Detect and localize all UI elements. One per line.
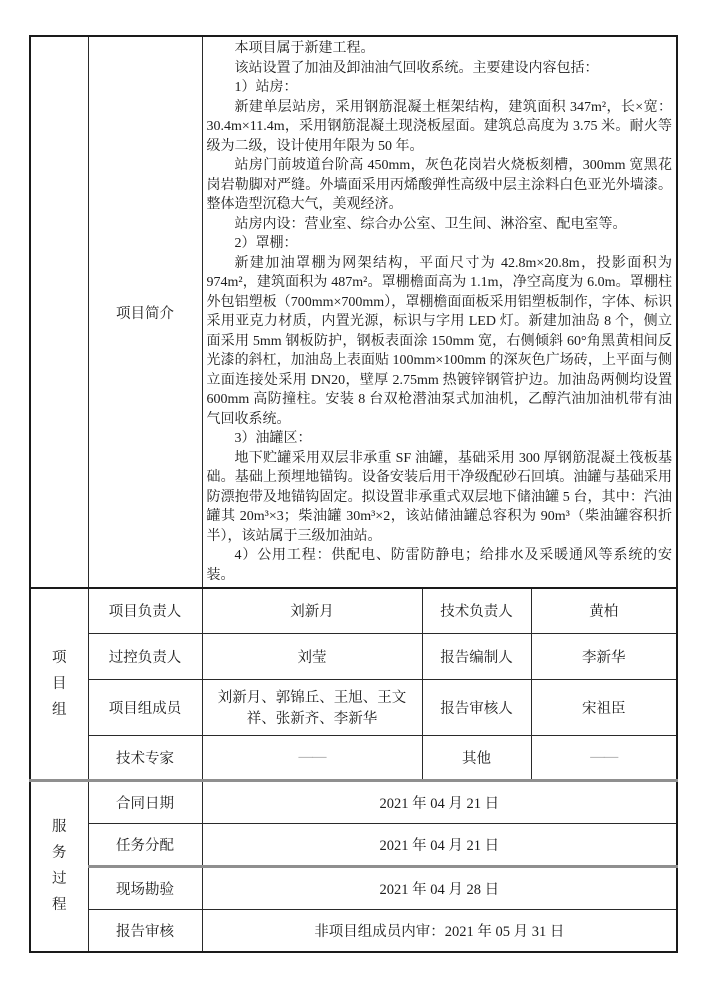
brief-paragraph: 2）罩棚： [234, 236, 298, 251]
project-team-vertical-label: 项目组 [52, 649, 67, 718]
row-label-team-members: 项目组成员 [88, 679, 202, 735]
value-task-assignment: 2021 年 04 月 21 日 [202, 823, 677, 866]
process-row [30, 823, 677, 866]
brief-paragraph: 3）油罐区： [234, 431, 312, 446]
value-report-compiler: 李新华 [531, 633, 677, 679]
row-label-task-assignment: 任务分配 [88, 823, 202, 866]
section-label-service-process [30, 780, 88, 952]
brief-paragraph: 1）站房： [234, 80, 298, 95]
value-tech-leader: 黄柏 [531, 588, 677, 633]
section-cell-empty [30, 36, 88, 588]
row-label-report-review: 报告审核 [88, 909, 202, 952]
row-label-process-control-leader: 过控负责人 [88, 633, 202, 679]
brief-paragraph: 新建单层站房，采用钢筋混凝土框架结构，建筑面积 347m²，长×宽：30.4m×11.4m，采用钢筋混凝土现浇板屋面。建筑总高度为 3.75 米。耐火等级为二级，设计使用年限为 50 年。 [206, 99, 673, 154]
brief-paragraph: 该站设置了加油及卸油油气回收系统。主要建设内容包括： [234, 60, 599, 76]
project-brief-row [30, 36, 677, 588]
row-label-tech-leader: 技术负责人 [422, 588, 531, 633]
row-label-other: 其他 [422, 735, 531, 780]
team-row [30, 735, 677, 780]
row-label-contract-date: 合同日期 [88, 780, 202, 823]
brief-paragraph: 站房内设：营业室、综合办公室、卫生间、淋浴室、配电室等。 [234, 216, 627, 232]
project-brief-content [202, 36, 677, 588]
brief-paragraph: 站房门前坡道台阶高 450mm，灰色花岗岩火烧板刻槽，300mm 宽黑花岗岩勒脚对严缝。外墙面采用丙烯酸弹性高级中层主涂料白色亚光外墙漆。整体造型沉稳大气，美观经济。 [206, 158, 673, 212]
process-row [30, 909, 677, 952]
row-label-report-reviewer: 报告审核人 [422, 679, 531, 735]
value-team-members: 刘新月、郭锦丘、王旭、王文祥、张新齐、李新华 [202, 679, 422, 735]
row-label-technical-expert: 技术专家 [88, 735, 202, 780]
project-brief-label: 项目简介 [88, 36, 202, 588]
project-info-table [29, 35, 678, 953]
value-contract-date: 2021 年 04 月 21 日 [202, 780, 677, 823]
value-report-review: 非项目组成员内审：2021 年 05 月 31 日 [202, 909, 677, 952]
value-site-survey: 2021 年 04 月 28 日 [202, 866, 677, 909]
service-process-vertical-label: 服务过程 [52, 819, 67, 914]
team-row [30, 588, 677, 633]
team-row [30, 633, 677, 679]
value-process-control-leader: 刘莹 [202, 633, 422, 679]
brief-paragraph: 本项目属于新建工程。 [234, 41, 375, 56]
value-other: —— [531, 735, 677, 780]
section-label-project-team [30, 588, 88, 780]
process-row [30, 866, 677, 909]
team-row [30, 679, 677, 735]
brief-paragraph: 新建加油罩棚为网架结构，平面尺寸为 42.8m×20.8m，投影面积为 974m²，建筑面积为 487m²。罩棚檐面高为 1.1m，净空高度为 6.0m。罩棚柱外包铝塑板（700mm×700mm），罩棚檐面面板采用铝塑板制作，字体、标识采用亚克力材质，内置光源，标识与字用 LED 灯。新建加油岛 8 个，侧立面采用 5mm 钢板防护，钢板表面涂 150mm 宽，右侧倾斜 60°角黑黄相间反光漆的斜杠，加油岛上表面贴 100mm×100mm 的深灰色广场砖，上平面与侧立面连接处采用 DN20，壁厚 2.75mm 热镀锌钢管护边。加油岛两侧均设置 600mm 高防撞柱。安装 8 台双枪潜油泵式加油机，乙醇汽油加油机带有油气回收系统。 [206, 255, 673, 427]
brief-paragraph: 地下贮罐采用双层非承重 SF 油罐，基础采用 300 厚钢筋混凝土筏板基础。基础上预埋地锚钩。设备安装后用干净级配砂石回填。油罐与基础采用防漂抱带及地锚钩固定。拟设置非承重式双层地下储油罐 5 台，其中：汽油罐其 20m³×3；柴油罐 30m³×2，该站储油罐总容积为 90m³（柴油罐容积折半），该站属于三级加油站。 [206, 450, 673, 544]
process-row [30, 780, 677, 823]
row-label-project-leader: 项目负责人 [88, 588, 202, 633]
row-label-report-compiler: 报告编制人 [422, 633, 531, 679]
brief-paragraph: 4）公用工程：供配电、防雷防静电；给排水及采暖通风等系统的安装。 [206, 548, 673, 583]
row-label-site-survey: 现场勘验 [88, 866, 202, 909]
value-technical-expert: —— [202, 735, 422, 780]
value-project-leader: 刘新月 [202, 588, 422, 633]
value-report-reviewer: 宋祖臣 [531, 679, 677, 735]
